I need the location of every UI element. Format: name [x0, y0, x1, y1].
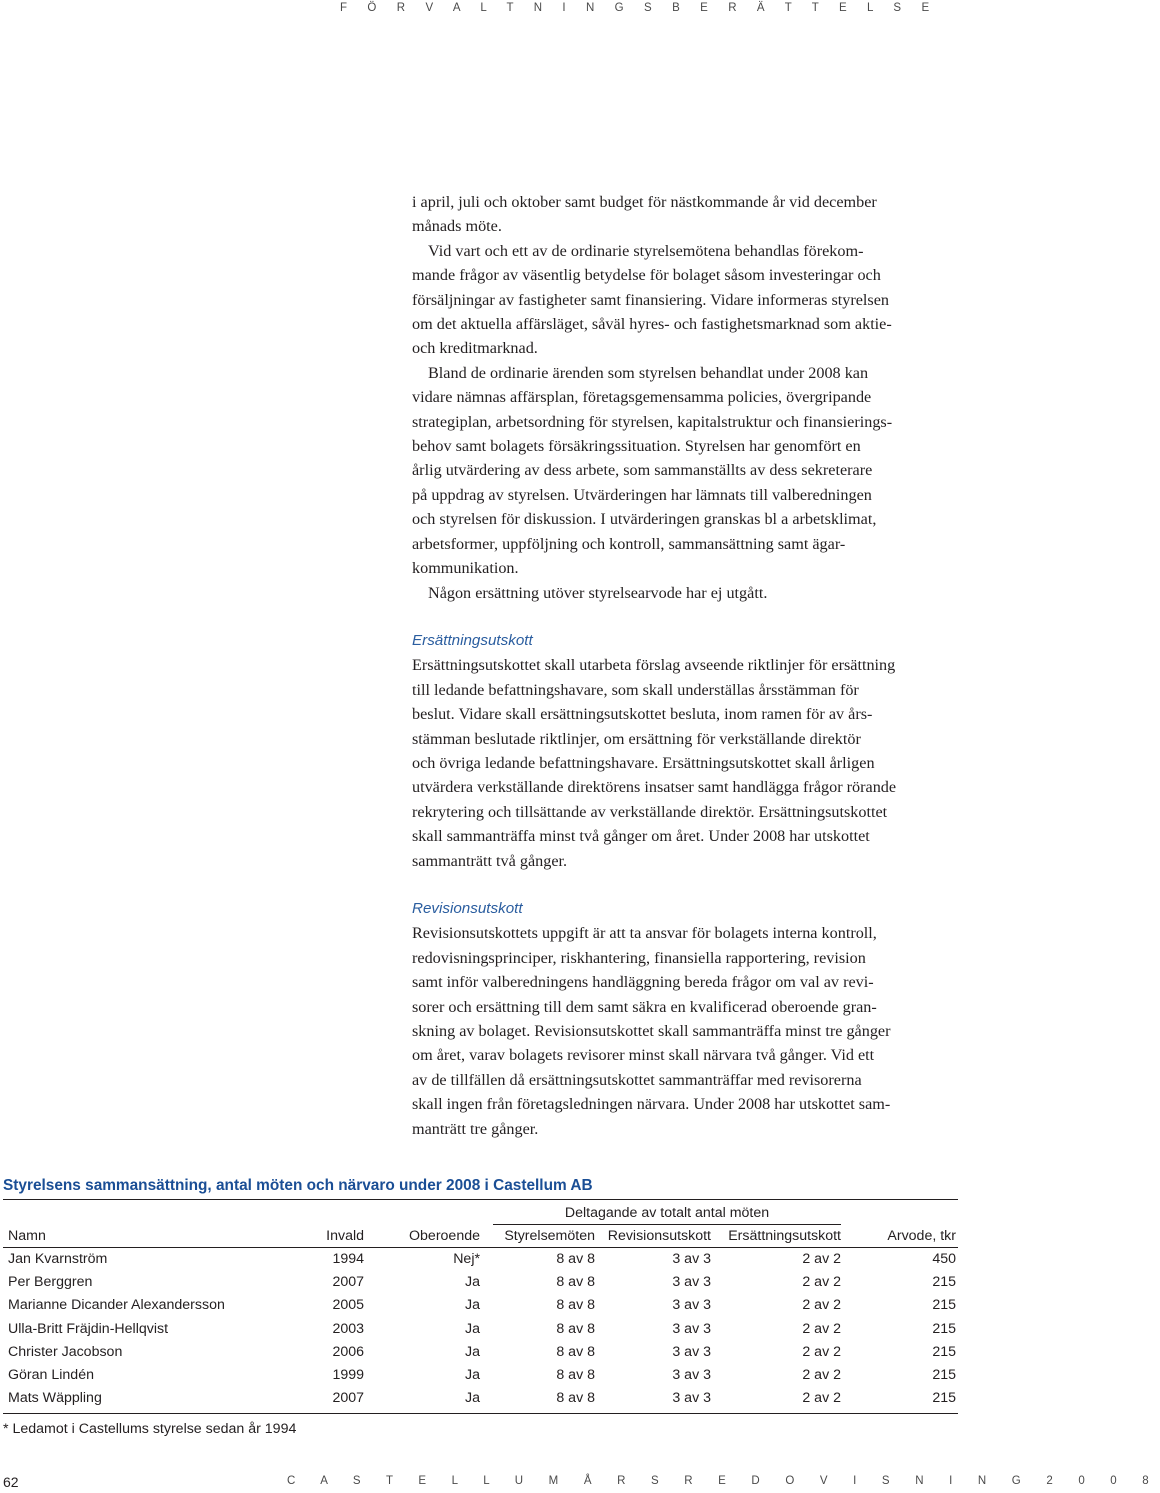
text-line: Bland de ordinarie ärenden som styrelsen behandlat under 2008 kan	[428, 363, 869, 382]
section-heading: Ersättningsutskott	[412, 631, 533, 649]
cell-independent: Ja	[465, 1367, 480, 1383]
group-header: Deltagande av totalt antal möten	[564, 1205, 770, 1221]
cell-remuneration-committee: 2 av 2	[802, 1251, 841, 1267]
column-header: Oberoende	[409, 1228, 480, 1244]
text-line: manträtt tre gånger.	[412, 1119, 539, 1138]
text-line: rekrytering och tillsättande av verkställande direktör. Ersättningsutskottet	[412, 802, 888, 821]
text-line: Revisionsutskottets uppgift är att ta ansvar för bolagets interna kontroll,	[412, 924, 877, 943]
text-line: skall sammanträffa minst två gånger om året. Under 2008 har utskottet	[412, 827, 870, 846]
cell-independent: Ja	[465, 1274, 480, 1290]
cell-elected: 2007	[332, 1390, 364, 1406]
table-bottom-rule	[3, 1413, 958, 1414]
table-title: Styrelsens sammansättning, antal möten och närvaro under 2008 i Castellum AB	[3, 1177, 593, 1194]
cell-elected: 2006	[332, 1344, 364, 1360]
text-line: kommunikation.	[412, 559, 519, 578]
text-line: och kreditmarknad.	[412, 339, 538, 358]
cell-remuneration-committee: 2 av 2	[802, 1390, 841, 1406]
cell-audit-committee: 3 av 3	[672, 1344, 711, 1360]
table-footnote: * Ledamot i Castellums styrelse sedan år 1994	[3, 1421, 297, 1437]
cell-audit-committee: 3 av 3	[672, 1321, 711, 1337]
running-header: F Ö R V A L T N I N G S B E R Ä T T E L S E	[340, 2, 938, 14]
text-line: sorer och ersättning till dem samt säkra en kvalificerad oberoende gran-	[412, 997, 877, 1016]
cell-independent: Ja	[465, 1321, 480, 1337]
text-line: och styrelsen för diskussion. I utvärderingen granskas bl a arbetsklimat,	[412, 510, 877, 529]
text-line: Någon ersättning utöver styrelsearvode har ej utgått.	[428, 583, 768, 602]
body-text-column	[412, 190, 960, 1141]
cell-remuneration-committee: 2 av 2	[802, 1344, 841, 1360]
cell-independent: Ja	[465, 1390, 480, 1406]
text-line: månads möte.	[412, 217, 502, 236]
cell-remuneration-committee: 2 av 2	[802, 1297, 841, 1313]
text-line: skning av bolaget. Revisionsutskottet skall sammanträffa minst tre gånger	[412, 1022, 891, 1040]
cell-name: Göran Lindén	[8, 1367, 94, 1383]
cell-board-meetings: 8 av 8	[556, 1251, 595, 1267]
cell-remuneration-committee: 2 av 2	[802, 1321, 841, 1337]
text-line: till ledande befattningshavare, som skall underställas årsstämman för	[412, 680, 859, 699]
column-header: Styrelsemöten	[504, 1228, 595, 1244]
text-line: redovisningsprinciper, riskhantering, finansiella rapportering, revision	[412, 948, 866, 967]
section-heading: Revisionsutskott	[412, 899, 523, 917]
cell-fee: 215	[932, 1367, 956, 1383]
cell-elected: 2005	[332, 1297, 364, 1313]
column-header: Arvode, tkr	[887, 1228, 956, 1244]
cell-board-meetings: 8 av 8	[556, 1367, 595, 1383]
cell-remuneration-committee: 2 av 2	[802, 1274, 841, 1290]
cell-remuneration-committee: 2 av 2	[802, 1367, 841, 1383]
column-header: Revisionsutskott	[607, 1228, 711, 1244]
cell-board-meetings: 8 av 8	[556, 1321, 595, 1337]
cell-name: Christer Jacobson	[8, 1344, 123, 1360]
cell-fee: 215	[932, 1297, 956, 1313]
text-line: i april, juli och oktober samt budget för nästkommande år vid december	[412, 193, 877, 211]
cell-independent: Ja	[465, 1344, 480, 1360]
text-line: vidare nämnas affärsplan, företagsgemensamma policies, övergripande	[412, 388, 872, 407]
cell-audit-committee: 3 av 3	[672, 1390, 711, 1406]
table-top-rule	[3, 1199, 958, 1200]
cell-elected: 1999	[332, 1367, 364, 1383]
text-line: stämman beslutade riktlinjer, om ersättning för verkställande direktör	[412, 729, 861, 748]
text-line: Vid vart och ett av de ordinarie styrelsemötena behandlas förekom-	[428, 241, 864, 260]
cell-elected: 1994	[332, 1251, 364, 1267]
header-rule	[3, 1247, 958, 1248]
cell-audit-committee: 3 av 3	[672, 1367, 711, 1383]
cell-board-meetings: 8 av 8	[556, 1344, 595, 1360]
cell-fee: 450	[932, 1251, 956, 1267]
cell-independent: Nej*	[453, 1251, 480, 1267]
cell-name: Ulla-Britt Fräjdin-Hellqvist	[8, 1321, 169, 1337]
column-header: Ersättningsutskott	[728, 1228, 841, 1244]
text-line: om året, varav bolagets revisorer minst skall närvara två gånger. Vid ett	[412, 1046, 875, 1065]
text-line: årlig utvärdering av dess arbete, som sammanställts av dess sekreterare	[412, 461, 873, 480]
column-header: Invald	[326, 1228, 364, 1244]
cell-name: Per Berggren	[8, 1274, 93, 1290]
text-line: skall ingen från företagsledningen närvara. Under 2008 har utskottet sam-	[412, 1095, 891, 1114]
text-line: arbetsformer, uppföljning och kontroll, sammansättning samt ägar-	[412, 534, 846, 553]
column-header: Namn	[8, 1228, 46, 1244]
cell-audit-committee: 3 av 3	[672, 1251, 711, 1267]
intro-section	[412, 190, 960, 605]
text-line: strategiplan, arbetsordning för styrelsen, kapitalstruktur och finansierings-	[412, 412, 893, 431]
cell-elected: 2003	[332, 1321, 364, 1337]
cell-name: Jan Kvarnström	[8, 1251, 108, 1267]
text-line: Ersättningsutskottet skall utarbeta förslag avseende riktlinjer för ersättning	[412, 656, 896, 675]
group-header-rule	[493, 1224, 841, 1225]
cell-independent: Ja	[465, 1297, 480, 1313]
text-line: samt inför valberedningens handläggning bereda frågor om val av revi-	[412, 973, 874, 992]
cell-audit-committee: 3 av 3	[672, 1274, 711, 1290]
text-line: sammanträtt två gånger.	[412, 851, 568, 870]
text-line: mande frågor av väsentlig betydelse för bolaget såsom investeringar och	[412, 266, 881, 285]
cell-audit-committee: 3 av 3	[672, 1297, 711, 1313]
cell-fee: 215	[932, 1274, 956, 1290]
publication-footer: C A S T E L L U M Å R S R E D O V I S N I N G 2 0 0 8	[287, 1475, 1160, 1487]
audit-committee-section	[412, 897, 960, 1141]
text-line: försäljningar av fastigheter samt finansiering. Vidare informeras styrelsen	[412, 290, 890, 309]
text-line: utvärdera verkställande direktörens insatser samt handlägga frågor rörande	[412, 778, 897, 797]
text-line: på uppdrag av styrelsen. Utvärderingen har lämnats till valberedningen	[412, 485, 872, 504]
cell-name: Marianne Dicander Alexandersson	[8, 1297, 225, 1313]
text-line: behov samt bolagets försäkringssituation. Styrelsen har genomfört en	[412, 437, 861, 456]
text-line: av de tillfällen då ersättningsutskottet sammanträffar med revisorerna	[412, 1070, 862, 1089]
cell-board-meetings: 8 av 8	[556, 1274, 595, 1290]
cell-fee: 215	[932, 1390, 956, 1406]
cell-name: Mats Wäppling	[8, 1390, 102, 1406]
cell-fee: 215	[932, 1344, 956, 1360]
cell-elected: 2007	[332, 1274, 364, 1290]
cell-board-meetings: 8 av 8	[556, 1390, 595, 1406]
remuneration-committee-section	[412, 629, 960, 873]
text-line: och övriga ledande befattningshavare. Ersättningsutskottet skall årligen	[412, 753, 875, 772]
cell-board-meetings: 8 av 8	[556, 1297, 595, 1313]
text-line: beslut. Vidare skall ersättningsutskottet besluta, inom ramen för av års-	[412, 705, 873, 724]
cell-fee: 215	[932, 1321, 956, 1337]
text-line: om det aktuella affärsläget, såväl hyres- och fastighetsmarknad som aktie-	[412, 315, 892, 334]
page-number: 62	[3, 1474, 19, 1490]
